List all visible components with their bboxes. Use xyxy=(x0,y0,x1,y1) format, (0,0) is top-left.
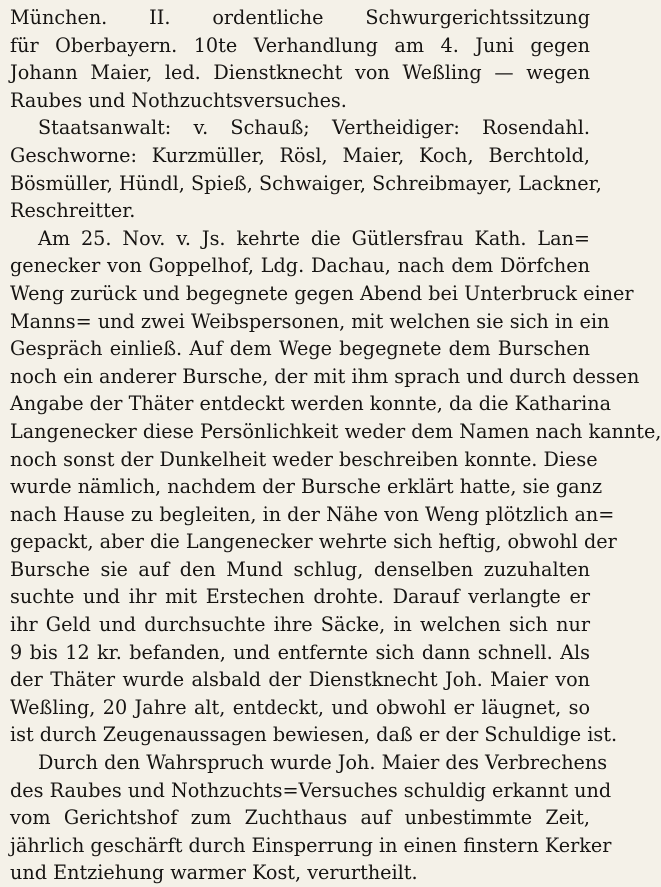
article-line: Durch den Wahrspruch wurde Joh. Maier des Verbrechens xyxy=(38,751,608,775)
article-line: Gespräch einließ. Auf dem Wege begegnete dem Burschen xyxy=(10,337,590,361)
case-facts-paragraph xyxy=(10,225,661,749)
article-line: Weng zurück und begegnete gegen Abend bei Unterbruck einer xyxy=(10,281,634,305)
article-line: Weßling, 20 Jahre alt, entdeckt, und obwohl er läugnet, so xyxy=(10,695,590,719)
article-line: genecker von Goppelhof, Ldg. Dachau, nach dem Dörfchen xyxy=(10,254,590,278)
article-heading-paragraph xyxy=(10,4,590,114)
article-line: nach Hause zu begleiten, in der Nähe von Weng plötzlich an= xyxy=(10,502,615,526)
article-line: des Raubes und Nothzuchts=Versuches schuldig erkannt und xyxy=(10,778,612,802)
article-line: Staatsanwalt: v. Schauß; Vertheidiger: Rosendahl. xyxy=(38,116,590,140)
article-line: vom Gerichtshof zum Zuchthaus auf unbestimmte Zeit, xyxy=(10,806,590,830)
article-line: Raubes und Nothzuchtsversuches. xyxy=(10,88,347,112)
article-line: wurde nämlich, nachdem der Bursche erklärt hatte, sie ganz xyxy=(10,475,603,499)
article-line: Manns= und zwei Weibspersonen, mit welchen sie sich in ein xyxy=(10,309,610,333)
article-line: Geschworne: Kurzmüller, Rösl, Maier, Koch, Berchtold, xyxy=(10,143,590,167)
article-line: Reschreitter. xyxy=(10,199,136,223)
article-line: und Entziehung warmer Kost, verurtheilt. xyxy=(10,861,418,885)
article-line: Johann Maier, led. Dienstknecht von Weßling — wegen xyxy=(10,61,590,85)
article-line: Bösmüller, Hündl, Spieß, Schwaiger, Schreibmayer, Lackner, xyxy=(10,171,602,195)
article-line: suchte und ihr mit Erstechen drohte. Darauf verlangte er xyxy=(10,585,590,609)
article-line: München. II. ordentliche Schwurgerichtssitzung xyxy=(10,6,590,29)
article-line: Am 25. Nov. v. Js. kehrte die Gütlersfrau Kath. Lan= xyxy=(38,226,590,250)
article-line: jährlich geschärft durch Einsperrung in einen finstern Kerker xyxy=(10,833,612,857)
article-line: für Oberbayern. 10te Verhandlung am 4. Juni gegen xyxy=(10,33,590,57)
article-line: ist durch Zeugenaussagen bewiesen, daß er der Schuldige ist. xyxy=(10,723,618,747)
article-line: gepackt, aber die Langenecker wehrte sich heftig, obwohl der xyxy=(10,530,617,554)
article-line: Bursche sie auf den Mund schlug, denselben zuzuhalten xyxy=(10,557,590,581)
article-line: der Thäter wurde alsbald der Dienstknecht Joh. Maier von xyxy=(10,668,590,692)
verdict-paragraph xyxy=(10,749,612,887)
article-line: ihr Geld und durchsuchte ihre Säcke, in welchen sich nur xyxy=(10,613,590,637)
article-line: noch ein anderer Bursche, der mit ihm sprach und durch dessen xyxy=(10,364,640,388)
article-line: noch sonst der Dunkelheit weder beschreiben konnte. Diese xyxy=(10,447,598,471)
article-line: 9 bis 12 kr. befanden, und entfernte sich dann schnell. Als xyxy=(10,640,590,664)
court-participants-paragraph xyxy=(10,114,602,224)
article-line: Angabe der Thäter entdeckt werden konnte, da die Katharina xyxy=(10,392,612,416)
article-line: Langenecker diese Persönlichkeit weder dem Namen nach kannte, xyxy=(10,419,661,443)
